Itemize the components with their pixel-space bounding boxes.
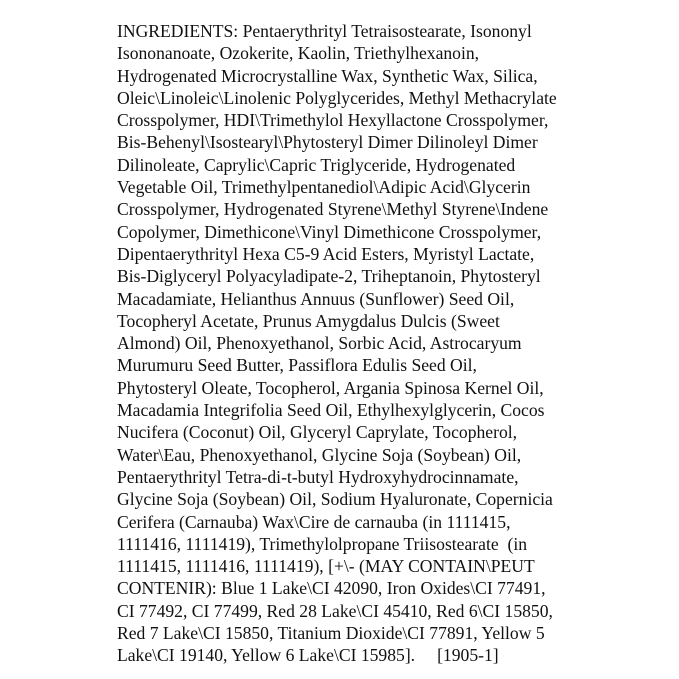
ingredients-line: Pentaerythrityl Tetra-di-t-butyl Hydroxyhydrocinnamate, (117, 466, 519, 487)
ingredients-line: Almond) Oil, Phenoxyethanol, Sorbic Acid, Astrocaryum (117, 333, 522, 354)
ingredients-line: Nucifera (Coconut) Oil, Glyceryl Caprylate, Tocopherol, (117, 422, 518, 443)
ingredients-line: Dilinoleate, Caprylic\Capric Triglyceride, Hydrogenated (117, 154, 516, 175)
ingredients-line: INGREDIENTS: Pentaerythrityl Tetraisostearate, Isononyl (117, 21, 532, 41)
ingredients-line: Copolymer, Dimethicone\Vinyl Dimethicone Crosspolymer, (117, 221, 542, 242)
ingredients-line: Crosspolymer, Hydrogenated Styrene\Methyl Styrene\Indene (117, 199, 549, 220)
ingredients-line: 1111416, 1111419), Trimethylolpropane Triisostearate (in (117, 533, 528, 554)
ingredients-line: Red 7 Lake\CI 15850, Titanium Dioxide\CI 77891, Yellow 5 (117, 623, 545, 644)
ingredients-line: Phytosteryl Oleate, Tocopherol, Argania Spinosa Kernel Oil, (117, 377, 544, 398)
ingredients-line: Vegetable Oil, Trimethylpentanediol\Adipic Acid\Glycerin (117, 177, 531, 198)
ingredients-line: Dipentaerythrityl Hexa C5-9 Acid Esters, Myristyl Lactate, (117, 243, 535, 264)
ingredients-line: Lake\CI 19140, Yellow 6 Lake\CI 15985]. [1905-1] (117, 645, 499, 666)
ingredients-line: Isononanoate, Ozokerite, Kaolin, Triethylhexanoin, (117, 43, 480, 64)
ingredients-line: Oleic\Linoleic\Linolenic Polyglycerides, Methyl Methacrylate (117, 87, 557, 108)
ingredients-line: Bis-Behenyl\Isostearyl\Phytosteryl Dimer Dilinoleyl Dimer (117, 132, 538, 153)
ingredients-line: Tocopheryl Acetate, Prunus Amygdalus Dulcis (Sweet (117, 310, 500, 331)
ingredients-text-block (117, 20, 577, 667)
ingredients-line: Water\Eau, Phenoxyethanol, Glycine Soja (Soybean) Oil, (117, 444, 522, 465)
ingredients-line: Murumuru Seed Butter, Passiflora Edulis Seed Oil, (117, 355, 477, 376)
ingredients-line: Macadamia Integrifolia Seed Oil, Ethylhexylglycerin, Cocos (117, 400, 545, 421)
ingredients-line: CI 77492, CI 77499, Red 28 Lake\CI 45410, Red 6\CI 15850, (117, 600, 553, 621)
ingredients-line: 1111415, 1111416, 1111419), [+\- (MAY CONTAIN\PEUT (117, 556, 535, 577)
ingredients-line: Cerifera (Carnauba) Wax\Cire de carnauba (in 1111415, (117, 511, 511, 532)
ingredients-line: Glycine Soja (Soybean) Oil, Sodium Hyaluronate, Copernicia (117, 489, 553, 510)
ingredients-line: Crosspolymer, HDI\Trimethylol Hexyllactone Crosspolymer, (117, 110, 549, 131)
ingredients-line: Macadamiate, Helianthus Annuus (Sunflower) Seed Oil, (117, 288, 515, 309)
ingredients-line: CONTENIR): Blue 1 Lake\CI 42090, Iron Oxides\CI 77491, (117, 578, 546, 599)
ingredients-line: Bis-Diglyceryl Polyacyladipate-2, Triheptanoin, Phytosteryl (117, 266, 541, 287)
ingredients-line: Hydrogenated Microcrystalline Wax, Synthetic Wax, Silica, (117, 65, 538, 86)
